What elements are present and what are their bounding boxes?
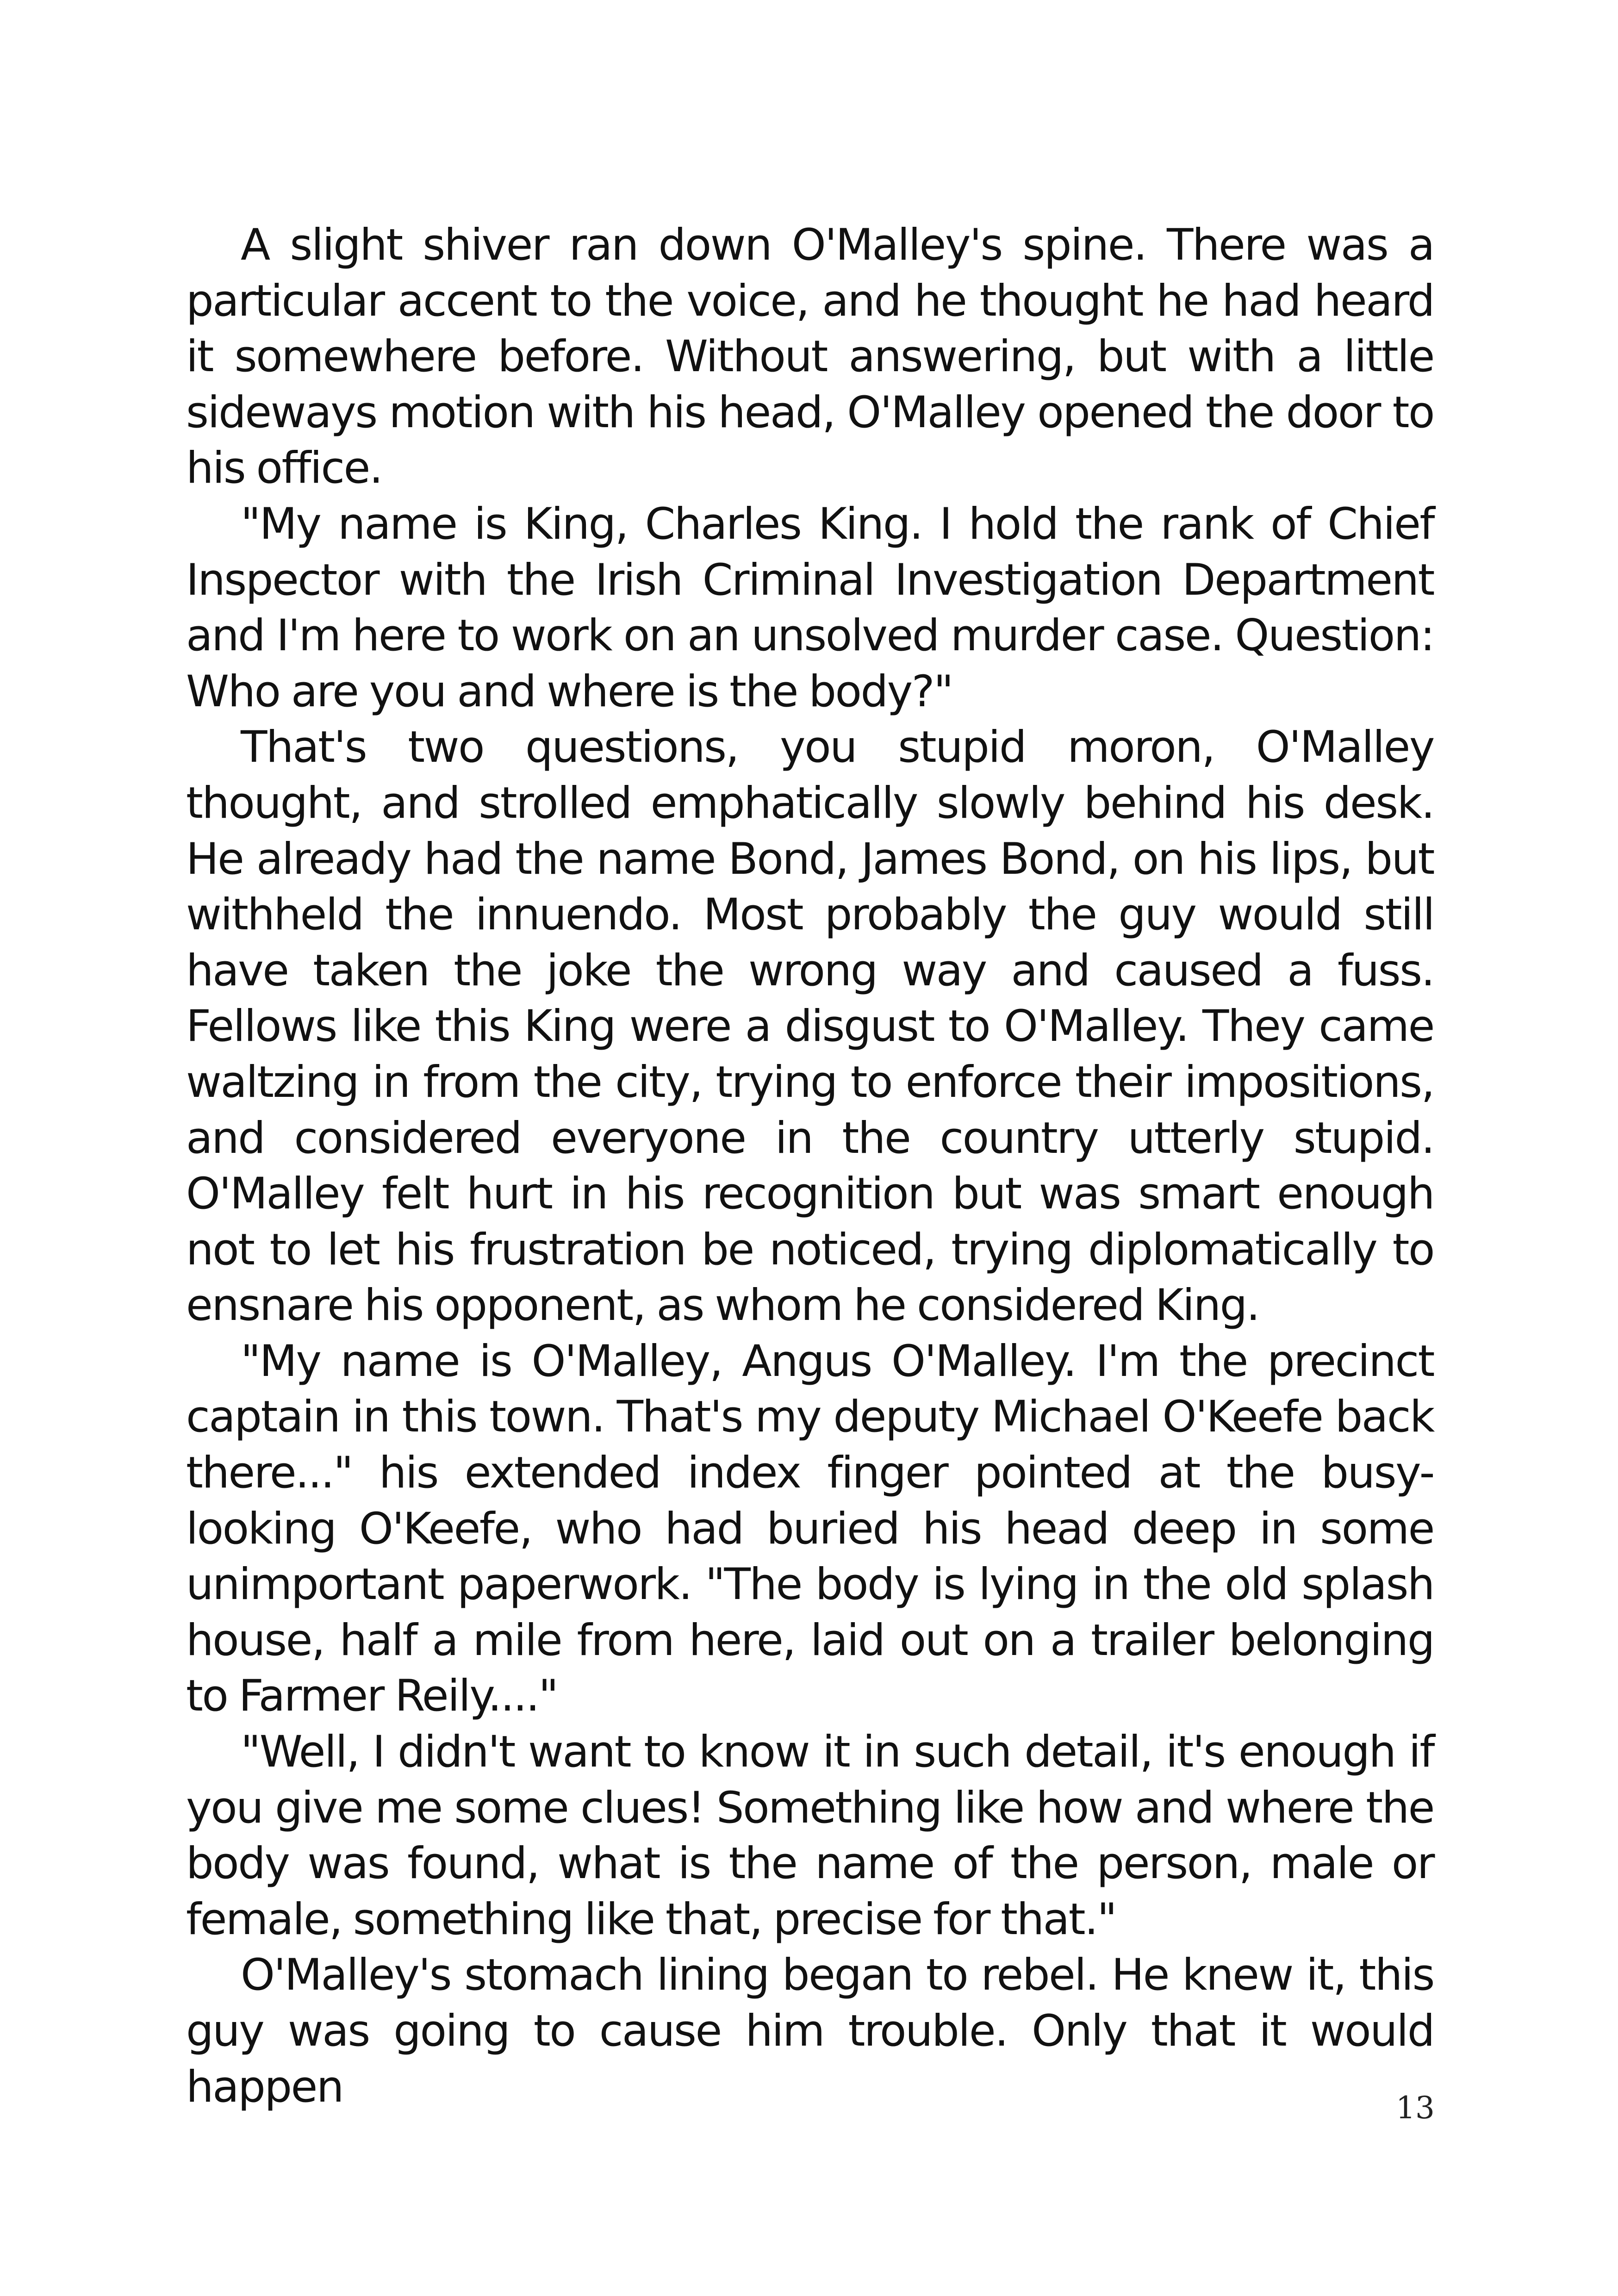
paragraph: A slight shiver ran down O'Malley's spine. There was a particular accent to the voice, and he thought he had heard it somewhere before. Without answering, but with a little sideways motion with his head, O'Malley opened the door to his office.: [186, 220, 1434, 494]
body-text: [186, 218, 1434, 2115]
paragraph: O'Malley's stomach lining began to rebel. He knew it, this guy was going to cause him trouble. Only that it would happen: [186, 1950, 1434, 2112]
paragraph: That's two questions, you stupid moron, O'Malley thought, and strolled emphatically slowly behind his desk. He already had the name Bond, James Bond, on his lips, but withheld the innuendo. Most probably the guy would still have taken the joke the wrong way and caused a fuss. Fellows like this King were a disgust to O'Malley. They came waltzing in from the city, trying to enforce their impositions, and considered everyone in the country utterly stupid. O'Malley felt hurt in his recognition but was smart enough not to let his frustration be noticed, trying diplomatically to ensnare his opponent, as whom he considered King.: [186, 722, 1434, 1331]
paragraph: "My name is O'Malley, Angus O'Malley. I'm the precinct captain in this town. That's my deputy Michael O'Keefe back there..." his extended index finger pointed at the busy-looking O'Keefe, who had buried his head deep in some unimportant paperwork. "The body is lying in the old splash house, half a mile from here, laid out on a trailer belonging to Farmer Reily....": [186, 1336, 1434, 1722]
paragraph: "Well, I didn't want to know it in such detail, it's enough if you give me some clues! Something like how and where the body was found, what is the name of the person, male or female, something like that, precise for that.": [186, 1727, 1434, 1945]
page-number: 13: [1396, 2090, 1435, 2126]
paragraph: "My name is King, Charles King. I hold the rank of Chief Inspector with the Irish Criminal Investigation Department and I'm here to work on an unsolved murder case. Question: Who are you and where is the body?": [186, 498, 1434, 717]
